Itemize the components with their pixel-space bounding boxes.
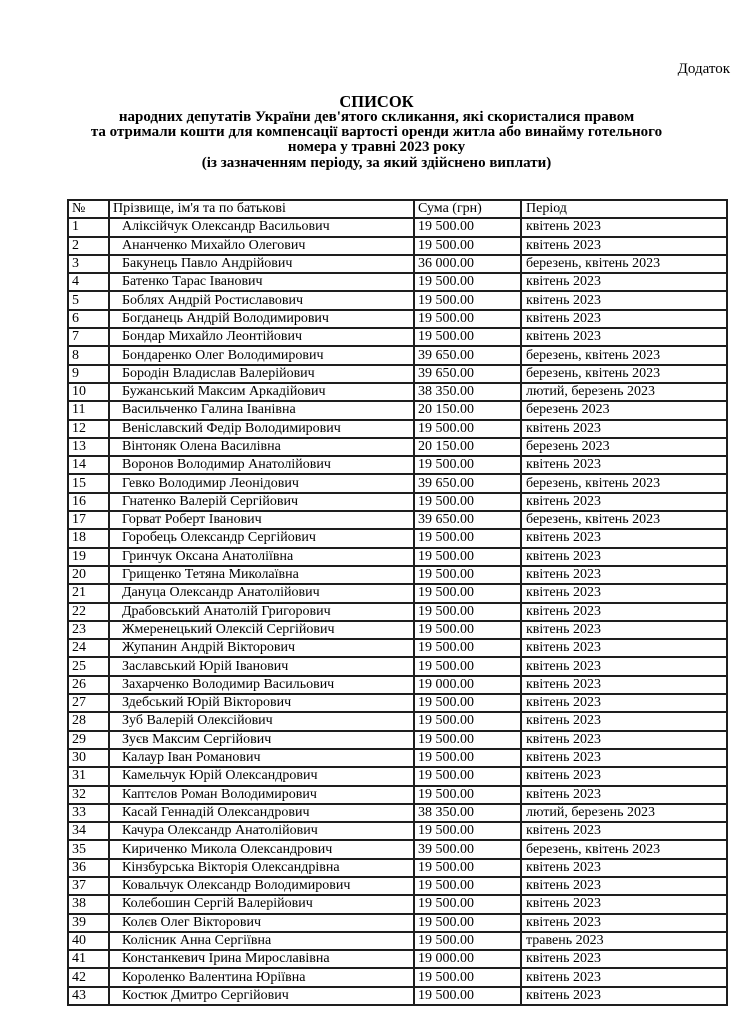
table-row [68,639,727,657]
row-number: 25 [68,657,109,675]
appendix-label: Додаток [677,61,730,77]
row-number: 16 [68,493,109,511]
row-amount: 39 650.00 [414,365,521,383]
title-block [0,93,753,171]
row-period: квітень 2023 [521,767,727,785]
row-number: 8 [68,346,109,364]
table-row [68,566,727,584]
row-period: квітень 2023 [521,712,727,730]
row-number: 20 [68,566,109,584]
row-amount: 19 500.00 [414,603,521,621]
row-amount: 39 650.00 [414,511,521,529]
row-number: 40 [68,932,109,950]
row-period: квітень 2023 [521,950,727,968]
row-amount: 19 500.00 [414,310,521,328]
table-header-row [68,200,727,218]
table-row [68,731,727,749]
row-name: Колєв Олег Вікторович [109,914,414,932]
row-name: Колісник Анна Сергіївна [109,932,414,950]
row-amount: 19 500.00 [414,328,521,346]
row-name: Жмеренецький Олексій Сергійович [109,621,414,639]
row-name: Аліксійчук Олександр Васильович [109,218,414,236]
row-number: 42 [68,968,109,986]
row-number: 18 [68,529,109,547]
row-number: 3 [68,255,109,273]
row-period: квітень 2023 [521,456,727,474]
row-number: 34 [68,822,109,840]
row-amount: 19 500.00 [414,822,521,840]
row-amount: 36 000.00 [414,255,521,273]
row-period: березень 2023 [521,438,727,456]
row-number: 35 [68,840,109,858]
row-period: березень 2023 [521,401,727,419]
row-number: 17 [68,511,109,529]
table-row [68,420,727,438]
row-name: Ковальчук Олександр Володимирович [109,877,414,895]
row-name: Бужанський Максим Аркадійович [109,383,414,401]
row-name: Короленко Валентина Юріївна [109,968,414,986]
row-period: квітень 2023 [521,218,727,236]
row-period: квітень 2023 [521,328,727,346]
row-amount: 39 650.00 [414,346,521,364]
row-period: квітень 2023 [521,548,727,566]
row-number: 4 [68,273,109,291]
row-period: квітень 2023 [521,420,727,438]
table-body [68,218,727,1005]
row-period: квітень 2023 [521,987,727,1005]
row-amount: 38 350.00 [414,383,521,401]
table-row [68,712,727,730]
table-row [68,310,727,328]
table-row [68,859,727,877]
table-row [68,273,727,291]
table-row [68,456,727,474]
row-period: квітень 2023 [521,621,727,639]
row-name: Гнатенко Валерій Сергійович [109,493,414,511]
row-period: квітень 2023 [521,749,727,767]
row-amount: 20 150.00 [414,401,521,419]
row-name: Захарченко Володимир Васильович [109,676,414,694]
row-period: квітень 2023 [521,694,727,712]
row-period: травень 2023 [521,932,727,950]
table-row [68,474,727,492]
row-amount: 19 500.00 [414,291,521,309]
row-period: лютий, березень 2023 [521,804,727,822]
row-number: 9 [68,365,109,383]
table-row [68,786,727,804]
table-row [68,877,727,895]
row-name: Заславський Юрій Іванович [109,657,414,675]
row-number: 43 [68,987,109,1005]
row-name: Вінтоняк Олена Василівна [109,438,414,456]
table-row [68,529,727,547]
row-number: 5 [68,291,109,309]
table-row [68,346,727,364]
row-period: квітень 2023 [521,895,727,913]
row-name: Васильченко Галина Іванівна [109,401,414,419]
table-row [68,950,727,968]
row-name: Гринчук Оксана Анатоліївна [109,548,414,566]
row-name: Грищенко Тетяна Миколаївна [109,566,414,584]
table-row [68,657,727,675]
column-header-amount: Сума (грн) [414,200,521,218]
table-row [68,255,727,273]
row-name: Камельчук Юрій Олександрович [109,767,414,785]
row-amount: 19 500.00 [414,218,521,236]
row-name: Зуб Валерій Олексійович [109,712,414,730]
table-row [68,932,727,950]
table-row [68,987,727,1005]
row-period: березень, квітень 2023 [521,346,727,364]
table-row [68,676,727,694]
row-period: квітень 2023 [521,310,727,328]
row-number: 33 [68,804,109,822]
table-row [68,603,727,621]
row-number: 14 [68,456,109,474]
row-amount: 19 500.00 [414,621,521,639]
row-name: Здебський Юрій Вікторович [109,694,414,712]
row-amount: 19 500.00 [414,584,521,602]
table-row [68,493,727,511]
row-number: 32 [68,786,109,804]
row-name: Батенко Тарас Іванович [109,273,414,291]
row-name: Касай Геннадій Олександрович [109,804,414,822]
row-amount: 19 500.00 [414,932,521,950]
table-row [68,511,727,529]
row-period: березень, квітень 2023 [521,474,727,492]
row-number: 28 [68,712,109,730]
row-amount: 19 500.00 [414,420,521,438]
row-name: Боблях Андрій Ростиславович [109,291,414,309]
row-period: березень, квітень 2023 [521,255,727,273]
table-row [68,584,727,602]
row-number: 27 [68,694,109,712]
row-name: Констанкевич Ірина Мирославівна [109,950,414,968]
table-row [68,621,727,639]
row-period: квітень 2023 [521,273,727,291]
row-amount: 39 500.00 [414,840,521,858]
table-row [68,968,727,986]
row-amount: 19 500.00 [414,731,521,749]
row-name: Каптєлов Роман Володимирович [109,786,414,804]
row-period: квітень 2023 [521,566,727,584]
row-period: квітень 2023 [521,584,727,602]
row-number: 41 [68,950,109,968]
document-title: СПИСОК [339,92,414,111]
row-amount: 19 500.00 [414,639,521,657]
table-row [68,694,727,712]
row-amount: 19 500.00 [414,273,521,291]
row-period: квітень 2023 [521,529,727,547]
subtitle-line-1: народних депутатів України дев'ятого скликання, які скористалися правом [118,109,635,125]
row-period: квітень 2023 [521,237,727,255]
subtitle-line-2: та отримали кошти для компенсації вартості оренди житла або винайму готельного [90,124,663,141]
row-number: 39 [68,914,109,932]
row-period: лютий, березень 2023 [521,383,727,401]
row-name: Воронов Володимир Анатолійович [109,456,414,474]
row-name: Костюк Дмитро Сергійович [109,987,414,1005]
table-row [68,767,727,785]
row-number: 36 [68,859,109,877]
row-period: квітень 2023 [521,676,727,694]
row-name: Бондар Михайло Леонтійович [109,328,414,346]
table-row [68,548,727,566]
row-amount: 19 500.00 [414,968,521,986]
row-name: Жупанин Андрій Вікторович [109,639,414,657]
row-number: 26 [68,676,109,694]
payments-table [67,199,728,1006]
table-row [68,237,727,255]
row-amount: 19 500.00 [414,566,521,584]
row-amount: 19 500.00 [414,529,521,547]
table-row [68,895,727,913]
row-number: 12 [68,420,109,438]
table-row [68,383,727,401]
row-amount: 19 500.00 [414,749,521,767]
row-amount: 19 500.00 [414,548,521,566]
row-amount: 19 500.00 [414,712,521,730]
table-row [68,291,727,309]
row-name: Богданець Андрій Володимирович [109,310,414,328]
column-header-period: Період [521,200,727,218]
table-row [68,328,727,346]
row-period: квітень 2023 [521,639,727,657]
row-name: Горобець Олександр Сергійович [109,529,414,547]
table-row [68,438,727,456]
row-name: Колебошин Сергій Валерійович [109,895,414,913]
row-amount: 19 500.00 [414,767,521,785]
row-name: Кириченко Микола Олександрович [109,840,414,858]
row-name: Дануца Олександр Анатолійович [109,584,414,602]
row-number: 29 [68,731,109,749]
row-amount: 19 000.00 [414,950,521,968]
row-number: 31 [68,767,109,785]
row-period: квітень 2023 [521,657,727,675]
row-amount: 19 500.00 [414,987,521,1005]
row-period: квітень 2023 [521,603,727,621]
row-name: Драбовський Анатолій Григорович [109,603,414,621]
row-name: Веніславский Федір Володимирович [109,420,414,438]
row-name: Кінзбурська Вікторія Олександрівна [109,859,414,877]
table-row [68,840,727,858]
row-number: 2 [68,237,109,255]
row-period: березень, квітень 2023 [521,365,727,383]
row-name: Качура Олександр Анатолійович [109,822,414,840]
row-period: квітень 2023 [521,493,727,511]
row-number: 37 [68,877,109,895]
row-period: квітень 2023 [521,291,727,309]
row-name: Бондаренко Олег Володимирович [109,346,414,364]
row-period: березень, квітень 2023 [521,840,727,858]
column-header-name: Прізвище, ім'я та по батькові [109,200,414,218]
table-row [68,365,727,383]
row-period: квітень 2023 [521,822,727,840]
row-amount: 19 500.00 [414,456,521,474]
row-amount: 19 500.00 [414,859,521,877]
row-name: Калаур Іван Романович [109,749,414,767]
row-period: квітень 2023 [521,877,727,895]
row-number: 1 [68,218,109,236]
row-period: квітень 2023 [521,914,727,932]
row-amount: 38 350.00 [414,804,521,822]
row-amount: 19 000.00 [414,676,521,694]
subtitle-line-4: (із зазначенням періоду, за який здійснено виплати) [201,154,552,171]
column-header-number: № [68,200,109,218]
row-amount: 19 500.00 [414,877,521,895]
row-number: 13 [68,438,109,456]
row-number: 23 [68,621,109,639]
row-name: Горват Роберт Іванович [109,511,414,529]
row-number: 30 [68,749,109,767]
row-number: 22 [68,603,109,621]
row-name: Гевко Володимир Леонідович [109,474,414,492]
table-row [68,914,727,932]
row-name: Бакунець Павло Андрійович [109,255,414,273]
row-amount: 19 500.00 [414,895,521,913]
table-row [68,401,727,419]
subtitle-line-3: номера у травні 2023 року [287,139,466,156]
row-period: квітень 2023 [521,968,727,986]
row-number: 24 [68,639,109,657]
row-number: 7 [68,328,109,346]
row-period: березень, квітень 2023 [521,511,727,529]
row-amount: 19 500.00 [414,493,521,511]
row-amount: 39 650.00 [414,474,521,492]
table-row [68,749,727,767]
table-row [68,822,727,840]
row-amount: 19 500.00 [414,237,521,255]
row-period: квітень 2023 [521,859,727,877]
row-name: Бородін Владислав Валерійович [109,365,414,383]
row-number: 38 [68,895,109,913]
row-number: 15 [68,474,109,492]
row-amount: 19 500.00 [414,694,521,712]
row-amount: 19 500.00 [414,914,521,932]
row-number: 11 [68,401,109,419]
row-name: Зуєв Максим Сергійович [109,731,414,749]
row-number: 19 [68,548,109,566]
row-name: Ананченко Михайло Олегович [109,237,414,255]
row-number: 10 [68,383,109,401]
row-number: 21 [68,584,109,602]
row-amount: 19 500.00 [414,657,521,675]
row-period: квітень 2023 [521,786,727,804]
row-period: квітень 2023 [521,731,727,749]
row-amount: 20 150.00 [414,438,521,456]
row-amount: 19 500.00 [414,786,521,804]
row-number: 6 [68,310,109,328]
table-row [68,804,727,822]
table-row [68,218,727,236]
